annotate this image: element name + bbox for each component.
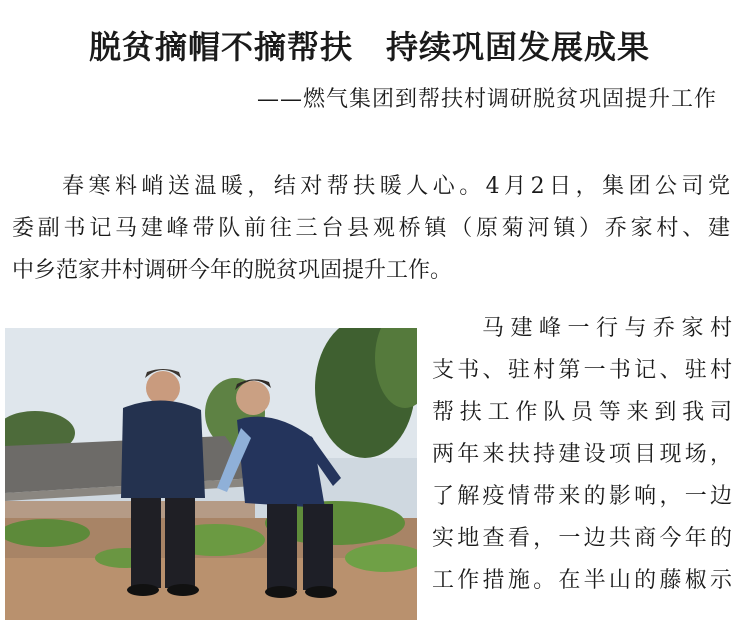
paragraph-side <box>432 308 732 602</box>
paragraph-line: 工作措施。在半山的藤椒示 <box>432 568 732 593</box>
paragraph-line: 中乡范家井村调研今年的脱贫巩固提升工作。 <box>12 258 453 283</box>
paragraph-line: 委副书记马建峰带队前往三台县观桥镇（原菊河镇）乔家村、建 <box>12 216 730 241</box>
paragraph-line: 帮扶工作队员等来到我司 <box>432 400 732 425</box>
article-subtitle: ——燃气集团到帮扶村调研脱贫巩固提升工作 <box>256 87 717 112</box>
article-title: 脱贫摘帽不摘帮扶 持续巩固发展成果 <box>88 28 650 66</box>
paragraph-line: 两年来扶持建设项目现场， <box>432 442 732 467</box>
paragraph-line: 春寒料峭送温暖，结对帮扶暖人心。4月2日，集团公司党 <box>62 174 730 199</box>
photo-field-visit-image <box>5 328 417 620</box>
paragraph-line: 了解疫情带来的影响，一边 <box>432 484 732 509</box>
article-photo <box>5 328 417 620</box>
paragraph-line: 马建峰一行与乔家村 <box>482 316 732 341</box>
paragraph-line: 实地查看，一边共商今年的 <box>432 526 732 551</box>
paragraph-line: 支书、驻村第一书记、驻村 <box>432 358 732 383</box>
paragraph-intro <box>0 166 730 292</box>
